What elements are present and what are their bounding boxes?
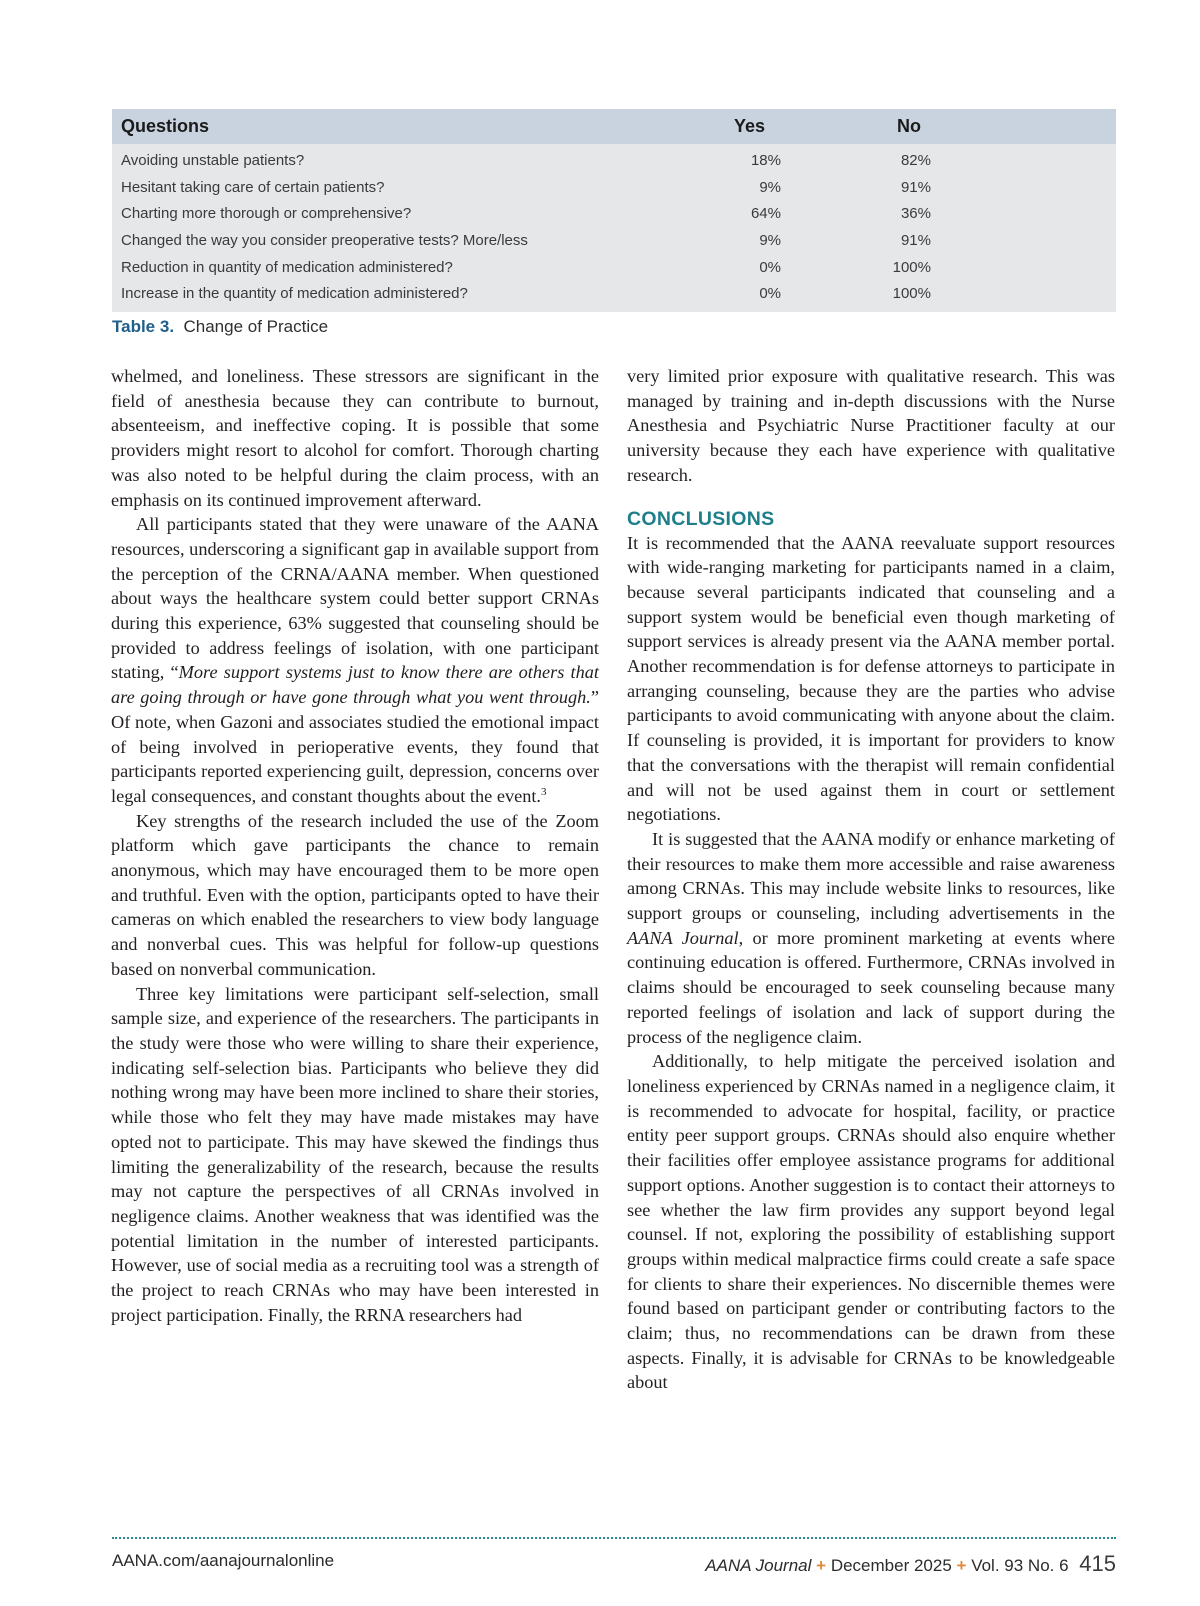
body-paragraph: whelmed, and loneliness. These stressors are significant in the field of anesthesia because they can contribute to burnout, absenteeism, and ineffective coping. It is possible that some providers might resort to alcohol for comfort. Thorough charting was also noted to be helpful during the claim process, with an emphasis on its continued improvement afterward. bbox=[111, 366, 599, 510]
paragraph-text: It is suggested that the AANA modify or enhance marketing of their resources to make them more accessible and raise awareness among CRNAs. This may include website links to resources, like support groups or counseling, including advertisements in the bbox=[627, 828, 1115, 924]
row-yes: 18% bbox=[750, 152, 781, 169]
row-question: Changed the way you consider preoperative tests? More/less bbox=[121, 232, 528, 250]
footer-separator: + bbox=[956, 1556, 967, 1575]
table-body bbox=[112, 144, 1116, 312]
footer-date: December 2025 bbox=[830, 1556, 952, 1575]
journal-title: AANA Journal bbox=[627, 927, 739, 948]
participant-quote: More support systems just to know there are others that are going through or have gone through what you went through. bbox=[111, 662, 599, 708]
table-row bbox=[112, 200, 1116, 227]
body-paragraph bbox=[111, 512, 599, 808]
reference-superscript: 3 bbox=[541, 785, 547, 798]
row-no: 91% bbox=[900, 178, 931, 196]
body-paragraph: Key strengths of the research included the use of the Zoom platform which gave participants the chance to remain anonymous, which may have encouraged them to be more open and truthful. Even with the option, participants opted to have their cameras on which enabled the researchers to view body language and nonverbal cues. This was helpful for follow-up questions based on nonverbal communication. bbox=[111, 810, 599, 979]
footer-separator: + bbox=[816, 1556, 827, 1575]
left-column bbox=[111, 364, 599, 1327]
body-paragraph: Three key limitations were participant self-selection, small sample size, and experience of the researchers. The participants in the study were those who were willing to share their experience, indicating self-selection bias. Participants who believe they did nothing wrong may have been more inclined to share their stories, while those who felt they may have made mistakes may have opted not to participate. This may have skewed the findings thus limiting the generalizability of the research, because the results may not capture the perspectives of all CRNAs involved in negligence claims. Another weakness that was identified was the potential limitation in the number of interested participants. However, use of social media as a recruiting tool was a strength of the project to reach CRNAs who may have been interested in project participation. Finally, the RRNA researchers had bbox=[111, 983, 599, 1325]
header-questions: Questions bbox=[121, 116, 210, 136]
row-no: 91% bbox=[900, 232, 931, 250]
table-row bbox=[112, 174, 1116, 201]
row-no: 100% bbox=[892, 285, 931, 303]
table-row bbox=[112, 147, 1116, 174]
footer-citation bbox=[705, 1551, 1116, 1577]
table-caption bbox=[112, 317, 328, 337]
row-no: 100% bbox=[892, 258, 931, 276]
row-question: Hesitant taking care of certain patients? bbox=[121, 178, 385, 196]
row-yes: 9% bbox=[759, 178, 781, 196]
table-row bbox=[112, 227, 1116, 254]
header-yes: Yes bbox=[734, 116, 766, 136]
row-question: Increase in the quantity of medication administered? bbox=[121, 285, 468, 303]
right-column bbox=[627, 364, 1115, 1395]
row-question: Reduction in quantity of medication administered? bbox=[121, 258, 453, 276]
change-of-practice-table bbox=[112, 109, 1116, 312]
paragraph-text: , or more prominent marketing at events where continuing education is offered. Furthermore, CRNAs involved in claims should be encouraged to seek counseling because many reported feelings of isolation and lack of support during the process of the negligence claim. bbox=[627, 927, 1115, 1047]
body-paragraph: It is recommended that the AANA reevaluate support resources with wide-ranging marketing for participants named in a claim, because several participants indicated that counseling and a support system would be beneficial even though marketing of support services is already present via the AANA member portal. Another recommendation is for defense attorneys to participate in arranging counseling, because they are the parties who advise participants to avoid communicating with anyone about the claim. If counseling is provided, it is important for providers to know that the conversations with the therapist will remain confidential and will not be used against them in court or settlement negotiations. bbox=[627, 532, 1115, 825]
paragraph-text: ” Of note, when Gazoni and associates studied the emotional impact of being involved in perioperative events, they found that participants reported experiencing guilt, depression, concerns over legal consequences, and constant thoughts about the event. bbox=[111, 687, 599, 806]
table-caption-label: Table 3. bbox=[112, 317, 175, 336]
table-row bbox=[112, 254, 1116, 281]
body-paragraph: Additionally, to help mitigate the perceived isolation and loneliness experienced by CRNAs named in a negligence claim, it is recommended to advocate for hospital, facility, or practice entity peer support groups. CRNAs should also enquire whether their facilities offer employee assistance programs for additional support options. Another suggestion is to contact their attorneys to see whether the law firm provides any support beyond legal counsel. If not, exploring the possibility of establishing support groups within medical malpractice firms could create a safe space for clients to share their experiences. No discernible themes were found based on participant gender or contributing factors to the claim; thus, no recommendations can be drawn from these aspects. Finally, it is advisable for CRNAs to be knowledgeable about bbox=[627, 1051, 1115, 1393]
table-row bbox=[112, 280, 1116, 307]
section-heading-conclusions: CONCLUSIONS bbox=[627, 507, 775, 530]
page-number: 415 bbox=[1079, 1551, 1116, 1576]
body-paragraph: very limited prior exposure with qualitative research. This was managed by training and in-depth discussions with the Nurse Anesthesia and Psychiatric Nurse Practitioner faculty at our university because they each have experience with qualitative research. bbox=[627, 366, 1115, 485]
row-no: 82% bbox=[900, 152, 931, 169]
row-yes: 0% bbox=[759, 285, 781, 303]
table-caption-text: Change of Practice bbox=[183, 317, 329, 336]
row-yes: 0% bbox=[759, 258, 781, 276]
footer-journal: AANA Journal bbox=[705, 1556, 812, 1575]
footer-divider bbox=[112, 1537, 1116, 1539]
row-yes: 9% bbox=[759, 232, 781, 250]
footer-volume: Vol. 93 No. 6 bbox=[971, 1556, 1069, 1575]
row-no: 36% bbox=[900, 205, 931, 223]
paragraph-text: All participants stated that they were unaware of the AANA resources, underscoring a significant gap in available support from the perception of the CRNA/AANA member. When questioned about ways the healthcare system could better support CRNAs during this experience, 63% suggested that counseling should be provided to address feelings of isolation, with one participant stating, “ bbox=[111, 514, 599, 683]
row-question: Charting more thorough or comprehensive? bbox=[121, 205, 412, 223]
footer-url[interactable]: AANA.com/aanajournalonline bbox=[112, 1551, 335, 1570]
row-question: Avoiding unstable patients? bbox=[121, 152, 305, 169]
body-paragraph bbox=[627, 827, 1115, 1049]
row-yes: 64% bbox=[750, 205, 781, 223]
header-no: No bbox=[897, 116, 921, 136]
table-header-row bbox=[112, 109, 1116, 144]
